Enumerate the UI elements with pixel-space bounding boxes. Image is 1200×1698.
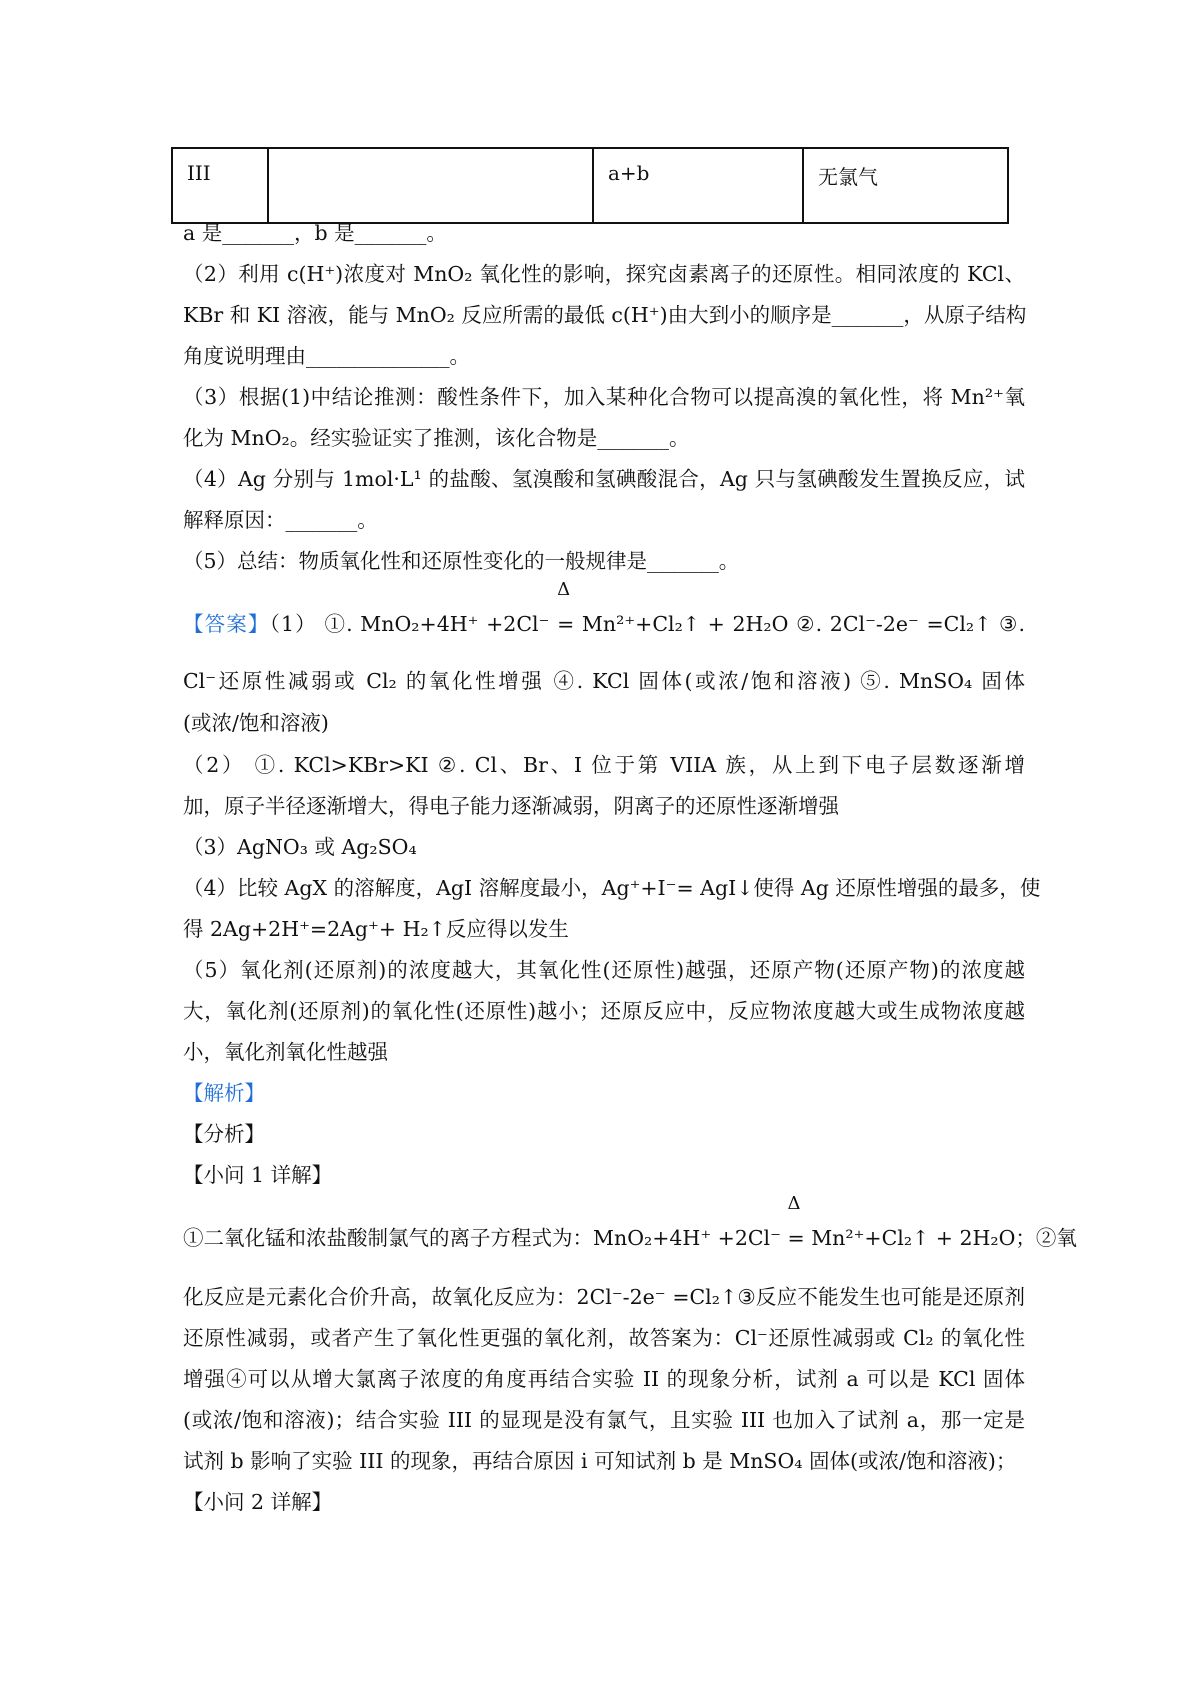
detail-1-tail: Mn²⁺+Cl₂↑ + 2H₂O；②氧 [811, 1226, 1077, 1250]
answer-4-line: （4）比较 AgX 的溶解度，AgI 溶解度最小，Ag⁺+I⁻= AgI↓使得 Ag 还原性增强的最多，使 [183, 876, 1041, 900]
q2-line: （2）利用 c(H⁺)浓度对 MnO₂ 氧化性的影响，探究卤素离子的还原性。相同浓度的 KCl、 [183, 262, 1025, 286]
q3-line: 化为 MnO₂。经实验证实了推测，该化合物是_______。 [183, 426, 690, 450]
answer-2-line-2: 加，原子半径逐渐增大，得电子能力逐渐减弱，阴离子的还原性逐渐增强 [183, 794, 839, 818]
detail-line: 试剂 b 影响了实验 III 的现象，再结合原因 i 可知试剂 b 是 MnSO₄ 固体(或浓/饱和溶液)； [183, 1449, 1017, 1473]
answer-tag: 【答案】 [183, 612, 270, 636]
answer-1-iv: ④. KCl 固体(或浓/饱和溶液) [553, 669, 852, 693]
answer-4-line: 得 2Ag+2H⁺=2Ag⁺+ H₂↑反应得以发生 [183, 917, 569, 941]
answer-2-num: （2） [183, 753, 246, 777]
table-cell-id: III [172, 148, 268, 223]
answer-5-line: （5）氧化剂(还原剂)的浓度越大，其氧化性(还原性)越强，还原产物(还原产物)的浓度越 [183, 958, 1025, 982]
detail-line: 化反应是元素化合价升高，故氧化反应为：2Cl⁻-2e⁻ =Cl₂↑③反应不能发生也可能是还原剂 [183, 1285, 1025, 1309]
detail-line: (或浓/饱和溶液)；结合实验 III 的显现是没有氯气，且实验 III 也加入了试剂 a，那一定是 [183, 1408, 1025, 1432]
detail-line: 还原性减弱，或者产生了氧化性更强的氧化剂，故答案为：Cl⁻还原性减弱或 Cl₂ 的氧化性 [183, 1326, 1025, 1350]
answer-line-3: (或浓/饱和溶液) [183, 711, 329, 735]
q4-line: 解释原因：_______。 [183, 508, 378, 532]
equals-sign: = [557, 612, 575, 636]
answer-1-v: ⑤. MnSO₄ 固体 [860, 669, 1025, 693]
sub-question-2-heading: 【小问 2 详解】 [183, 1490, 333, 1514]
analysis-tag: 【解析】 [183, 1081, 265, 1105]
answer-1-ii: ②. 2Cl⁻-2e⁻ =Cl₂↑ [796, 612, 992, 636]
answer-1-iii: ③. [998, 612, 1026, 636]
answer-1-iii-text: Cl⁻还原性减弱或 Cl₂ 的氧化性增强 [183, 669, 545, 693]
q1-tail: a 是_______，b 是_______。 [183, 221, 447, 245]
delta-symbol: Δ [557, 579, 571, 600]
q3-line: （3）根据(1)中结论推测：酸性条件下，加入某种化合物可以提高溴的氧化性，将 Mn²⁺氧 [183, 385, 1025, 409]
answer-num: （1） [269, 612, 317, 636]
heat-equals-sign [787, 1193, 805, 1259]
answer-3: （3）AgNO₃ 或 Ag₂SO₄ [183, 835, 417, 859]
heat-equals-sign [557, 579, 575, 645]
q2-line: 角度说明理由______________。 [183, 344, 470, 368]
detail-line: 增强④可以从增大氯离子浓度的角度再结合实验 II 的现象分析，试剂 a 可以是 KCl 固体 [183, 1367, 1025, 1391]
table-cell-phenomenon: 无氯气 [803, 148, 1008, 223]
q5-line: （5）总结：物质氧化性和还原性变化的一般规律是_______。 [183, 549, 740, 573]
delta-symbol: Δ [787, 1193, 801, 1214]
answer-5-line: 大，氧化剂(还原剂)的氧化性(还原性)越小；还原反应中，反应物浓度越大或生成物浓度越 [183, 999, 1025, 1023]
table-cell-reagent: a+b [593, 148, 803, 223]
answer-2-i: ①. KCl>KBr>KI [254, 753, 429, 777]
q2-line: KBr 和 KI 溶液，能与 MnO₂ 反应所需的最低 c(H⁺)由大到小的顺序是_______，从原子结构 [183, 303, 1027, 327]
sub-question-1-heading: 【小问 1 详解】 [183, 1163, 333, 1187]
detail-1-head: ①二氧化锰和浓盐酸制氯气的离子方程式为：MnO₂+4H⁺ +2Cl⁻ [183, 1226, 781, 1250]
answer-line-2 [183, 660, 1025, 702]
answer-1-i-tail: Mn²⁺+Cl₂↑ + 2H₂O [581, 612, 789, 636]
fenxi-heading: 【分析】 [183, 1122, 265, 1146]
equals-sign: = [787, 1226, 805, 1250]
answer-1-i: ①. MnO₂+4H⁺ +2Cl⁻ [324, 612, 550, 636]
answer-line-1 [183, 579, 1026, 645]
q4-line: （4）Ag 分别与 1mol·L¹ 的盐酸、氢溴酸和氢碘酸混合，Ag 只与氢碘酸发生置换反应，试 [183, 467, 1025, 491]
answer-2-ii: ②. Cl、Br、I 位于第 VIIA 族，从上到下电子层数逐渐增 [437, 753, 1025, 777]
detail-line-1 [183, 1193, 1077, 1259]
answer-2-line-1 [183, 744, 1025, 786]
answer-5-line: 小，氧化剂氧化性越强 [183, 1040, 388, 1064]
